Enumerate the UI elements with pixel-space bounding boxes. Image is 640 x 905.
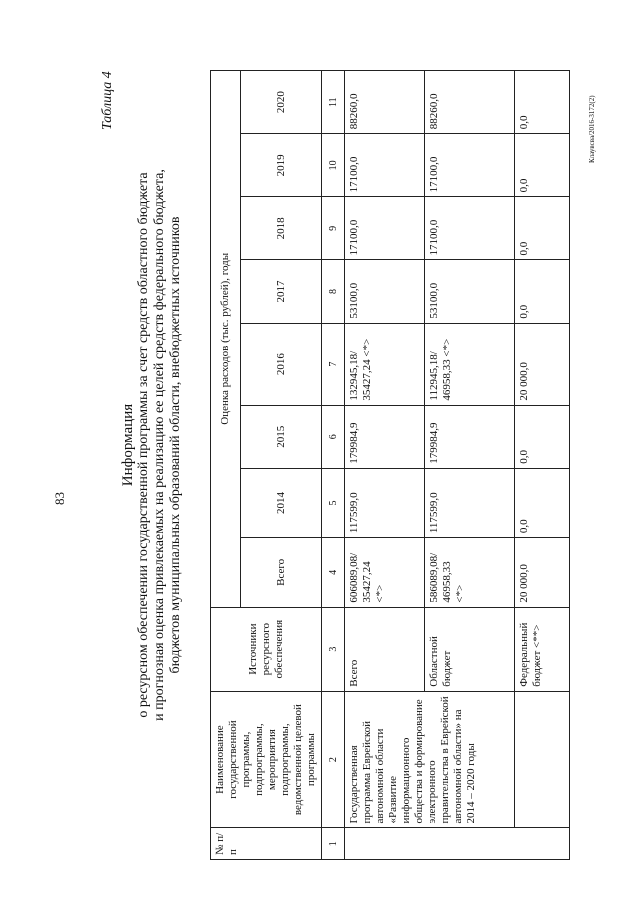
header-total: Всего <box>241 538 322 607</box>
table-row <box>345 71 425 860</box>
value-cell: 0,0 <box>515 197 570 260</box>
value-cell: 179984,9 <box>345 405 425 468</box>
value-cell: 0,0 <box>515 134 570 197</box>
value-cell: 0,0 <box>515 71 570 134</box>
value-cell: 20 000,0 <box>515 323 570 405</box>
header-year: 2018 <box>241 197 322 260</box>
empty-name-cell <box>515 691 570 828</box>
col-number: 3 <box>322 607 345 691</box>
header-year: 2014 <box>241 468 322 537</box>
header-year: 2020 <box>241 71 322 134</box>
col-number: 9 <box>322 197 345 260</box>
col-number: 2 <box>322 691 345 828</box>
value-cell: 53100,0 <box>425 260 515 323</box>
col-number: 4 <box>322 538 345 607</box>
value-cell: 112945,18/ 46958,33 <*> <box>425 323 515 405</box>
value-cell: 17100,0 <box>425 197 515 260</box>
header-name: Наименование государственной программы, подпрограммы, мероприятия подпрограммы, ведомственной целевой программы <box>211 691 322 828</box>
value-cell: 117599,0 <box>345 468 425 537</box>
value-cell: 88260,0 <box>425 71 515 134</box>
col-number: 1 <box>322 828 345 860</box>
header-year: 2017 <box>241 260 322 323</box>
title-line-1: о ресурсном обеспечении государственной программы за счет средств областного бюджета <box>136 172 151 718</box>
table-label: Таблица 4 <box>100 71 115 130</box>
col-number: 10 <box>322 134 345 197</box>
source-cell: Федеральный бюджет <**> <box>515 607 570 691</box>
source-cell: Всего <box>345 607 425 691</box>
col-number: 8 <box>322 260 345 323</box>
column-number-row <box>322 71 345 860</box>
header-row-1 <box>211 71 241 860</box>
document-title <box>120 165 184 725</box>
resource-table <box>210 70 570 860</box>
source-cell: Областной бюджет <box>425 607 515 691</box>
document-code: Клаувсва/2016-3172(2) <box>588 95 596 163</box>
header-num: № п/п <box>211 828 322 860</box>
value-cell: 0,0 <box>515 405 570 468</box>
header-year: 2015 <box>241 405 322 468</box>
title-line-2: и прогнозная оценка привлекаемых на реализацию ее целей средств федерального бюджета, <box>152 169 167 721</box>
total-cell: 606089,08/ 35427,24 <*> <box>345 538 425 607</box>
header-estimate: Оценка расходов (тыс. рублей), годы <box>211 71 241 608</box>
title-heading: Информация <box>120 403 136 487</box>
title-line-3: бюджетов муниципальных образований области, внебюджетных источников <box>168 216 183 674</box>
value-cell: 117599,0 <box>425 468 515 537</box>
row-num-cell <box>345 828 570 860</box>
header-year: 2019 <box>241 134 322 197</box>
value-cell: 53100,0 <box>345 260 425 323</box>
value-cell: 179984,9 <box>425 405 515 468</box>
total-cell: 20 000,0 <box>515 538 570 607</box>
value-cell: 88260,0 <box>345 71 425 134</box>
value-cell: 0,0 <box>515 468 570 537</box>
col-number: 7 <box>322 323 345 405</box>
col-number: 6 <box>322 405 345 468</box>
value-cell: 17100,0 <box>425 134 515 197</box>
value-cell: 17100,0 <box>345 134 425 197</box>
page-number: 83 <box>52 492 67 505</box>
col-number: 5 <box>322 468 345 537</box>
value-cell: 17100,0 <box>345 197 425 260</box>
program-name-cell: Государственная программа Еврейской автономной области «Развитие информационного общества и формирование электронного правительства в Еврейской автономной области» на 2014 – 2020 годы <box>345 691 515 828</box>
col-number: 11 <box>322 71 345 134</box>
value-cell: 0,0 <box>515 260 570 323</box>
value-cell: 132945,18/ 35427,24 <*> <box>345 323 425 405</box>
total-cell: 586089,08/ 46958,33 <*> <box>425 538 515 607</box>
header-year: 2016 <box>241 323 322 405</box>
table-row <box>515 71 570 860</box>
header-source: Источники ресурсного обеспечения <box>211 607 322 691</box>
